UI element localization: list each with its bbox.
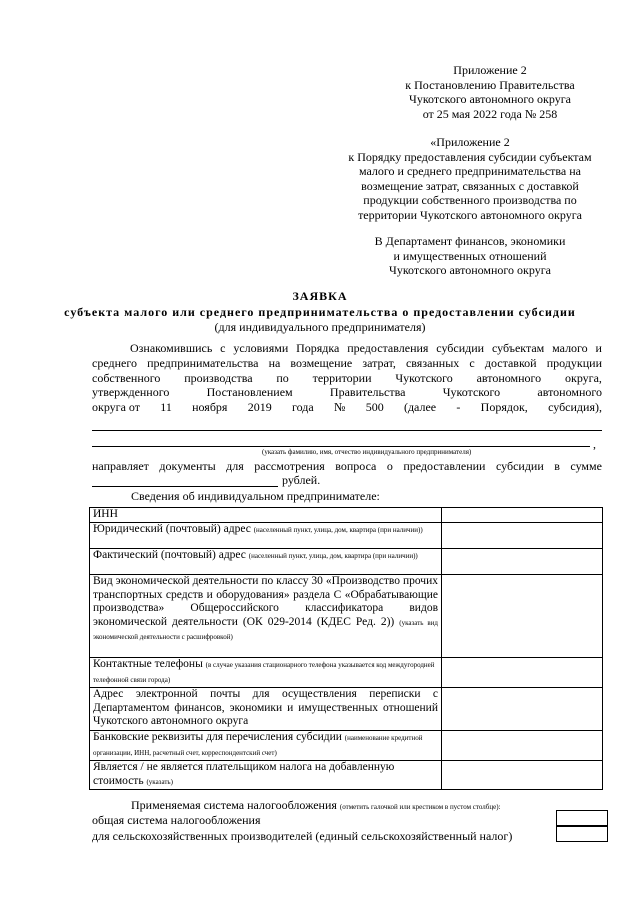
bank-details-value-cell[interactable]: [442, 731, 603, 761]
legal-address-label: Юридический (почтовый) адрес (населенный пункт, улица, дом, квартира (при наличии)): [90, 523, 442, 549]
entrepreneur-info-table: [89, 507, 603, 790]
actual-address-value-cell[interactable]: [442, 549, 603, 575]
word: округа,: [565, 370, 602, 385]
document-subtitle: субъекта малого или среднего предпринимательства о предоставлении субсидии: [64, 305, 576, 319]
table-row: [90, 731, 603, 761]
word: (далее: [403, 400, 437, 415]
word: субсидии: [436, 341, 485, 355]
appendix-line: к Постановлению Правительства: [405, 77, 575, 92]
appendix-line: «Приложение 2: [430, 135, 510, 149]
intro-line: [92, 400, 602, 415]
addressee-line: и имущественных отношений: [393, 248, 547, 263]
word: округа от: [92, 400, 141, 415]
sends-line: [92, 459, 602, 474]
word: затрат,: [362, 355, 396, 370]
vat-label: Является / не является плательщиком налога на добавленную стоимость (указать): [90, 761, 442, 790]
appendix-line: Приложение 2: [453, 63, 527, 77]
table-row: [90, 761, 603, 790]
actual-address-label: Фактический (почтовый) адрес (населенный пункт, улица, дом, квартира (при наличии)): [90, 549, 442, 575]
table-row: [90, 549, 603, 575]
word: Чукотского: [442, 385, 501, 400]
word: для: [226, 459, 244, 473]
appendix-header: [376, 63, 604, 121]
word: с: [469, 355, 475, 370]
word: производства: [184, 370, 253, 385]
word: Правительства: [329, 385, 406, 400]
appendix-line: возмещение затрат, связанных с доставкой: [361, 178, 579, 193]
tax-general-label: общая система налогообложения: [92, 813, 261, 827]
table-row: [90, 688, 603, 731]
addressee: [345, 234, 595, 278]
activity-value-cell[interactable]: [442, 575, 603, 658]
word: Порядок,: [480, 400, 528, 415]
tax-esn-checkbox[interactable]: [556, 826, 608, 842]
name-fill-line: [92, 446, 590, 447]
word: рассмотрения: [254, 459, 325, 473]
word: автономного: [476, 370, 542, 385]
addressee-line: В Департамент финансов, экономики: [374, 234, 566, 248]
word: связанных: [405, 355, 460, 370]
intro-line: [92, 356, 602, 371]
activity-label: Вид экономической деятельности по классу 30 «Производство прочих транспортных средств и оборудования» раздела С «Обрабатывающие производства» Общероссийского классификатора видов экономической деятельности (ОК 029-2014 (КДЕС Ред. 2)) (указать вид экономической деятельности с расшифровкой): [90, 575, 442, 658]
word: предоставлении: [403, 459, 486, 473]
intro-line: [92, 371, 602, 386]
word: направляет: [92, 459, 149, 473]
legal-address-value-cell[interactable]: [442, 523, 603, 549]
word: 2019: [247, 400, 272, 415]
appendix-line: Чукотского автономного округа: [409, 92, 571, 107]
word: Ознакомившись: [130, 341, 213, 355]
table-row: [90, 575, 603, 658]
email-label: Адрес электронной почты для осуществления переписки с Департаментом финансов, экономики и имущественных отношений Чукотского автономного округа: [90, 688, 442, 731]
vat-value-cell[interactable]: [442, 761, 603, 790]
appendix-line: к Порядку предоставления субсидии субъектам: [348, 149, 592, 164]
bank-details-label: Банковские реквизиты для перечисления субсидии (наименование кредитной организации, ИНН, расчетный счет, корреспондентский счет): [90, 731, 442, 761]
word: №: [333, 400, 346, 415]
word: среднего: [92, 355, 137, 370]
phones-value-cell[interactable]: [442, 658, 603, 688]
word: продукции: [546, 355, 602, 370]
word: субсидии: [495, 459, 544, 473]
word: Постановлением: [206, 385, 293, 400]
word: возмещение: [290, 355, 353, 370]
word: с: [220, 341, 226, 355]
name-hint: (указать фамилию, имя, отчество индивидуального предпринимателя): [262, 448, 472, 456]
intro-paragraph: [92, 341, 602, 415]
word: субъектам: [491, 341, 545, 355]
tax-system-heading: Применяемая система налогообложения (отметить галочкой или крестиком в пустом столбце):: [131, 798, 501, 812]
word: -: [456, 400, 461, 415]
word: территории: [312, 370, 372, 385]
word: вопроса: [335, 459, 377, 473]
word: и: [595, 341, 602, 355]
email-value-cell[interactable]: [442, 688, 603, 731]
table-row: [90, 523, 603, 549]
word: на: [268, 355, 281, 370]
word: доставкой: [484, 355, 537, 370]
word: предоставления: [347, 341, 429, 355]
info-heading: Сведения об индивидуальном предпринимателе:: [131, 489, 380, 503]
appendix-line: продукции собственного производства по: [363, 193, 577, 208]
table-row: [90, 658, 603, 688]
word: субсидия),: [548, 400, 602, 415]
word: о: [386, 459, 393, 473]
word: утвержденного: [92, 385, 170, 400]
tax-esn-label: для сельскохозяйственных производителей (единый сельскохозяйственный налог): [92, 829, 513, 843]
word: в: [554, 459, 560, 473]
inn-label: ИНН: [90, 508, 442, 523]
phones-label: Контактные телефоны (в случае указания стационарного телефона указывается код междугородней телефонной связи города): [90, 658, 442, 688]
addressee-line: Чукотского автономного округа: [389, 263, 551, 278]
fill-line: [92, 430, 602, 431]
word: документы: [159, 459, 216, 473]
inn-value-cell[interactable]: [442, 508, 603, 523]
table-row: [90, 508, 603, 523]
word: Чукотского: [395, 370, 453, 385]
word: 11: [160, 400, 172, 415]
word: предпринимательства: [147, 355, 259, 370]
trailing-comma: ,: [593, 437, 596, 451]
rubles-label: рублей.: [282, 473, 321, 487]
intro-line: [92, 341, 602, 356]
word: 500: [365, 400, 384, 415]
word: сумме: [570, 459, 602, 473]
tax-general-checkbox[interactable]: [556, 810, 608, 826]
word: малого: [552, 341, 588, 355]
intro-line: [92, 385, 602, 400]
appendix-line: малого и среднего предпринимательства на: [358, 164, 582, 179]
word: условиями: [233, 341, 289, 355]
amount-fill-line: [92, 486, 278, 487]
word: года: [291, 400, 314, 415]
word: собственного: [92, 370, 161, 385]
appendix-line: территории Чукотского автономного округа: [358, 207, 582, 222]
appendix-procedure-header: [335, 135, 605, 223]
word: Порядка: [296, 341, 340, 355]
word: автономного: [537, 385, 602, 400]
document-title-note: (для индивидуального предпринимателя): [214, 320, 426, 334]
sends-paragraph: [92, 459, 602, 474]
word: по: [276, 370, 289, 385]
appendix-line: от 25 мая 2022 года № 258: [422, 106, 558, 121]
word: ноября: [192, 400, 228, 415]
document-title: ЗАЯВКА: [292, 289, 348, 303]
